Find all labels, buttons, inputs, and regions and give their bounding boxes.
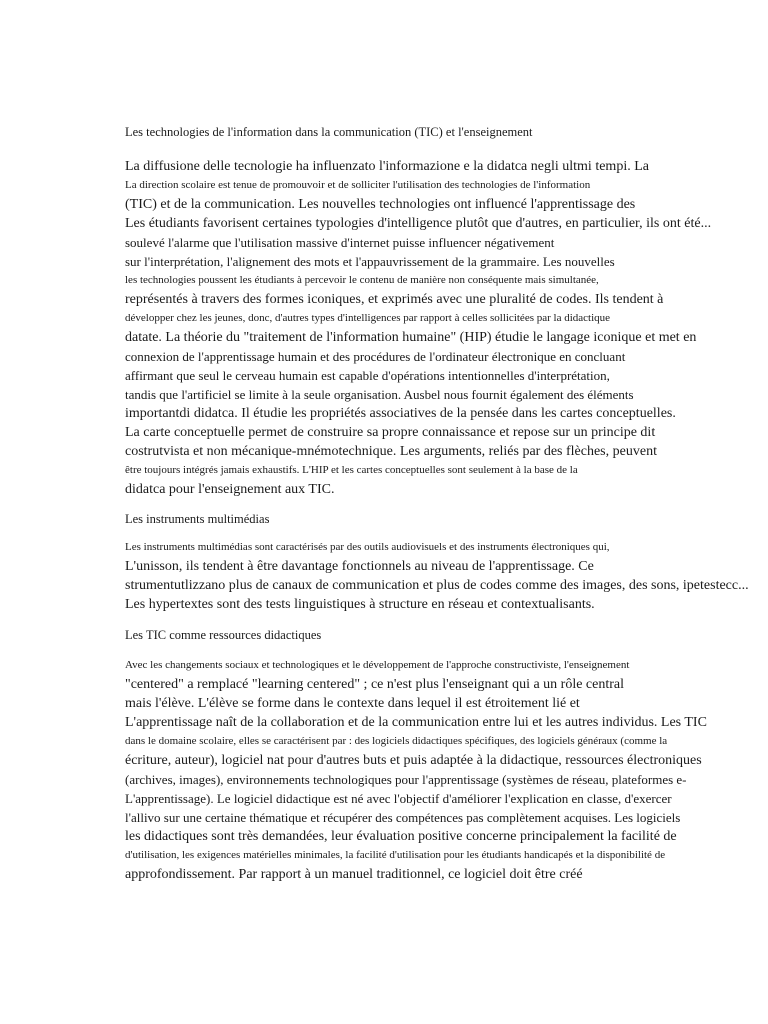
paragraph-line: importantdi didatca. Il étudie les propriétés associatives de la pensée dans les cartes conceptuelles. [125,406,676,421]
paragraph-line: Les hypertextes sont des tests linguistiques à structure en réseau et contextualisants. [125,597,595,612]
paragraph-line: représentés à travers des formes iconiques, et exprimés avec une pluralité de codes. Ils tendent à [125,292,664,307]
paragraph-line: La direction scolaire est tenue de promouvoir et de solliciter l'utilisation des technologies de l'information [125,179,591,191]
paragraph-line: l'allivo sur une certaine thématique et récupérer des compétences pas complètement acquises. Les logiciels [125,810,681,825]
paragraph-line: soulevé l'alarme que l'utilisation massive d'internet puisse influencer négativement [125,235,555,250]
paragraph-line: d'utilisation, les exigences matérielles minimales, la facilité d'utilisation pour les étudiants handicapés et la disponibilité de [125,849,666,861]
document-title: Les technologies de l'information dans la communication (TIC) et l'enseignement [125,125,533,139]
paragraph-line: Avec les changements sociaux et technologiques et le développement de l'approche constructiviste, l'enseignement [125,659,630,671]
paragraph-line: L'apprentissage naît de la collaboration et de la communication entre lui et les autres individus. Les TIC [125,715,707,730]
paragraph-line: mais l'élève. L'élève se forme dans le contexte dans lequel il est étroitement lié et [125,696,580,711]
section-heading-tic: Les TIC comme ressources didactiques [125,628,322,642]
paragraph-line: les technologies poussent les étudiants à percevoir le contenu de manière non conséquente mais simultanée, [125,274,599,286]
paragraph-line: connexion de l'apprentissage humain et des procédures de l'ordinateur électronique en concluant [125,349,626,364]
section-multimedia [125,538,765,614]
paragraph-line: (archives, images), environnements technologiques pour l'apprentissage (systèmes de réseau, plateformes e- [125,772,687,787]
paragraph-line: didatca pour l'enseignement aux TIC. [125,482,335,497]
paragraph-line: La diffusione delle tecnologie ha influenzato l'informazione e la didatca negli ultmi tempi. La [125,159,649,174]
paragraph-line: Les étudiants favorisent certaines typologies d'intelligence plutôt que d'autres, en particulier, ils ont été... [125,216,712,231]
paragraph-line: strumentutlizzano plus de canaux de communication et plus de codes comme des images, des sons, ipetestecc... [125,578,749,593]
section-heading-multimedia: Les instruments multimédias [125,512,270,526]
paragraph-line: sur l'interprétation, l'alignement des mots et l'appauvrissement de la grammaire. Les nouvelles [125,254,615,269]
section-tic [125,656,765,884]
paragraph-line: Les instruments multimédias sont caractérisés par des outils audiovisuels et des instruments électroniques qui, [125,541,610,553]
paragraph-line: L'unisson, ils tendent à être davantage fonctionnels au niveau de l'apprentissage. Ce [125,559,594,574]
paragraph-line: "centered" a remplacé "learning centered" ; ce n'est plus l'enseignant qui a un rôle central [125,677,625,692]
paragraph-line: dans le domaine scolaire, elles se caractérisent par : des logiciels didactiques spécifiques, des logiciels généraux (comme la [125,735,668,747]
paragraph-line: datate. La théorie du "traitement de l'information humaine" (HIP) étudie le langage iconique et met en [125,330,697,345]
paragraph-line: approfondissement. Par rapport à un manuel traditionnel, ce logiciel doit être créé [125,867,583,882]
paragraph-line: (TIC) et de la communication. Les nouvelles technologies ont influencé l'apprentissage des [125,197,636,212]
paragraph-line: La carte conceptuelle permet de construire sa propre connaissance et repose sur un principe dit [125,425,656,440]
paragraph-line: écriture, auteur), logiciel nat pour d'autres buts et puis adaptée à la didactique, ressources électroniques [125,753,702,768]
section-intro [125,157,765,499]
paragraph-line: être toujours intégrés jamais exhaustifs. L'HIP et les cartes conceptuelles sont seulement à la base de la [125,464,578,476]
paragraph-line: les didactiques sont très demandées, leur évaluation positive concerne principalement la facilité de [125,829,677,844]
paragraph-line: tandis que l'artificiel se limite à la seule organisation. Ausbel nous fournit également des éléments [125,387,634,402]
paragraph-line: affirmant que seul le cerveau humain est capable d'opérations intentionnelles d'interprétation, [125,368,610,383]
paragraph-line: L'apprentissage). Le logiciel didactique est né avec l'objectif d'améliorer l'explication en classe, d'exercer [125,791,672,806]
paragraph-line: costrutvista et non mécanique-mnémotechnique. Les arguments, reliés par des flèches, peuvent [125,444,657,459]
paragraph-line: développer chez les jeunes, donc, d'autres types d'intelligences par rapport à celles sollicitées par la didactique [125,312,611,324]
